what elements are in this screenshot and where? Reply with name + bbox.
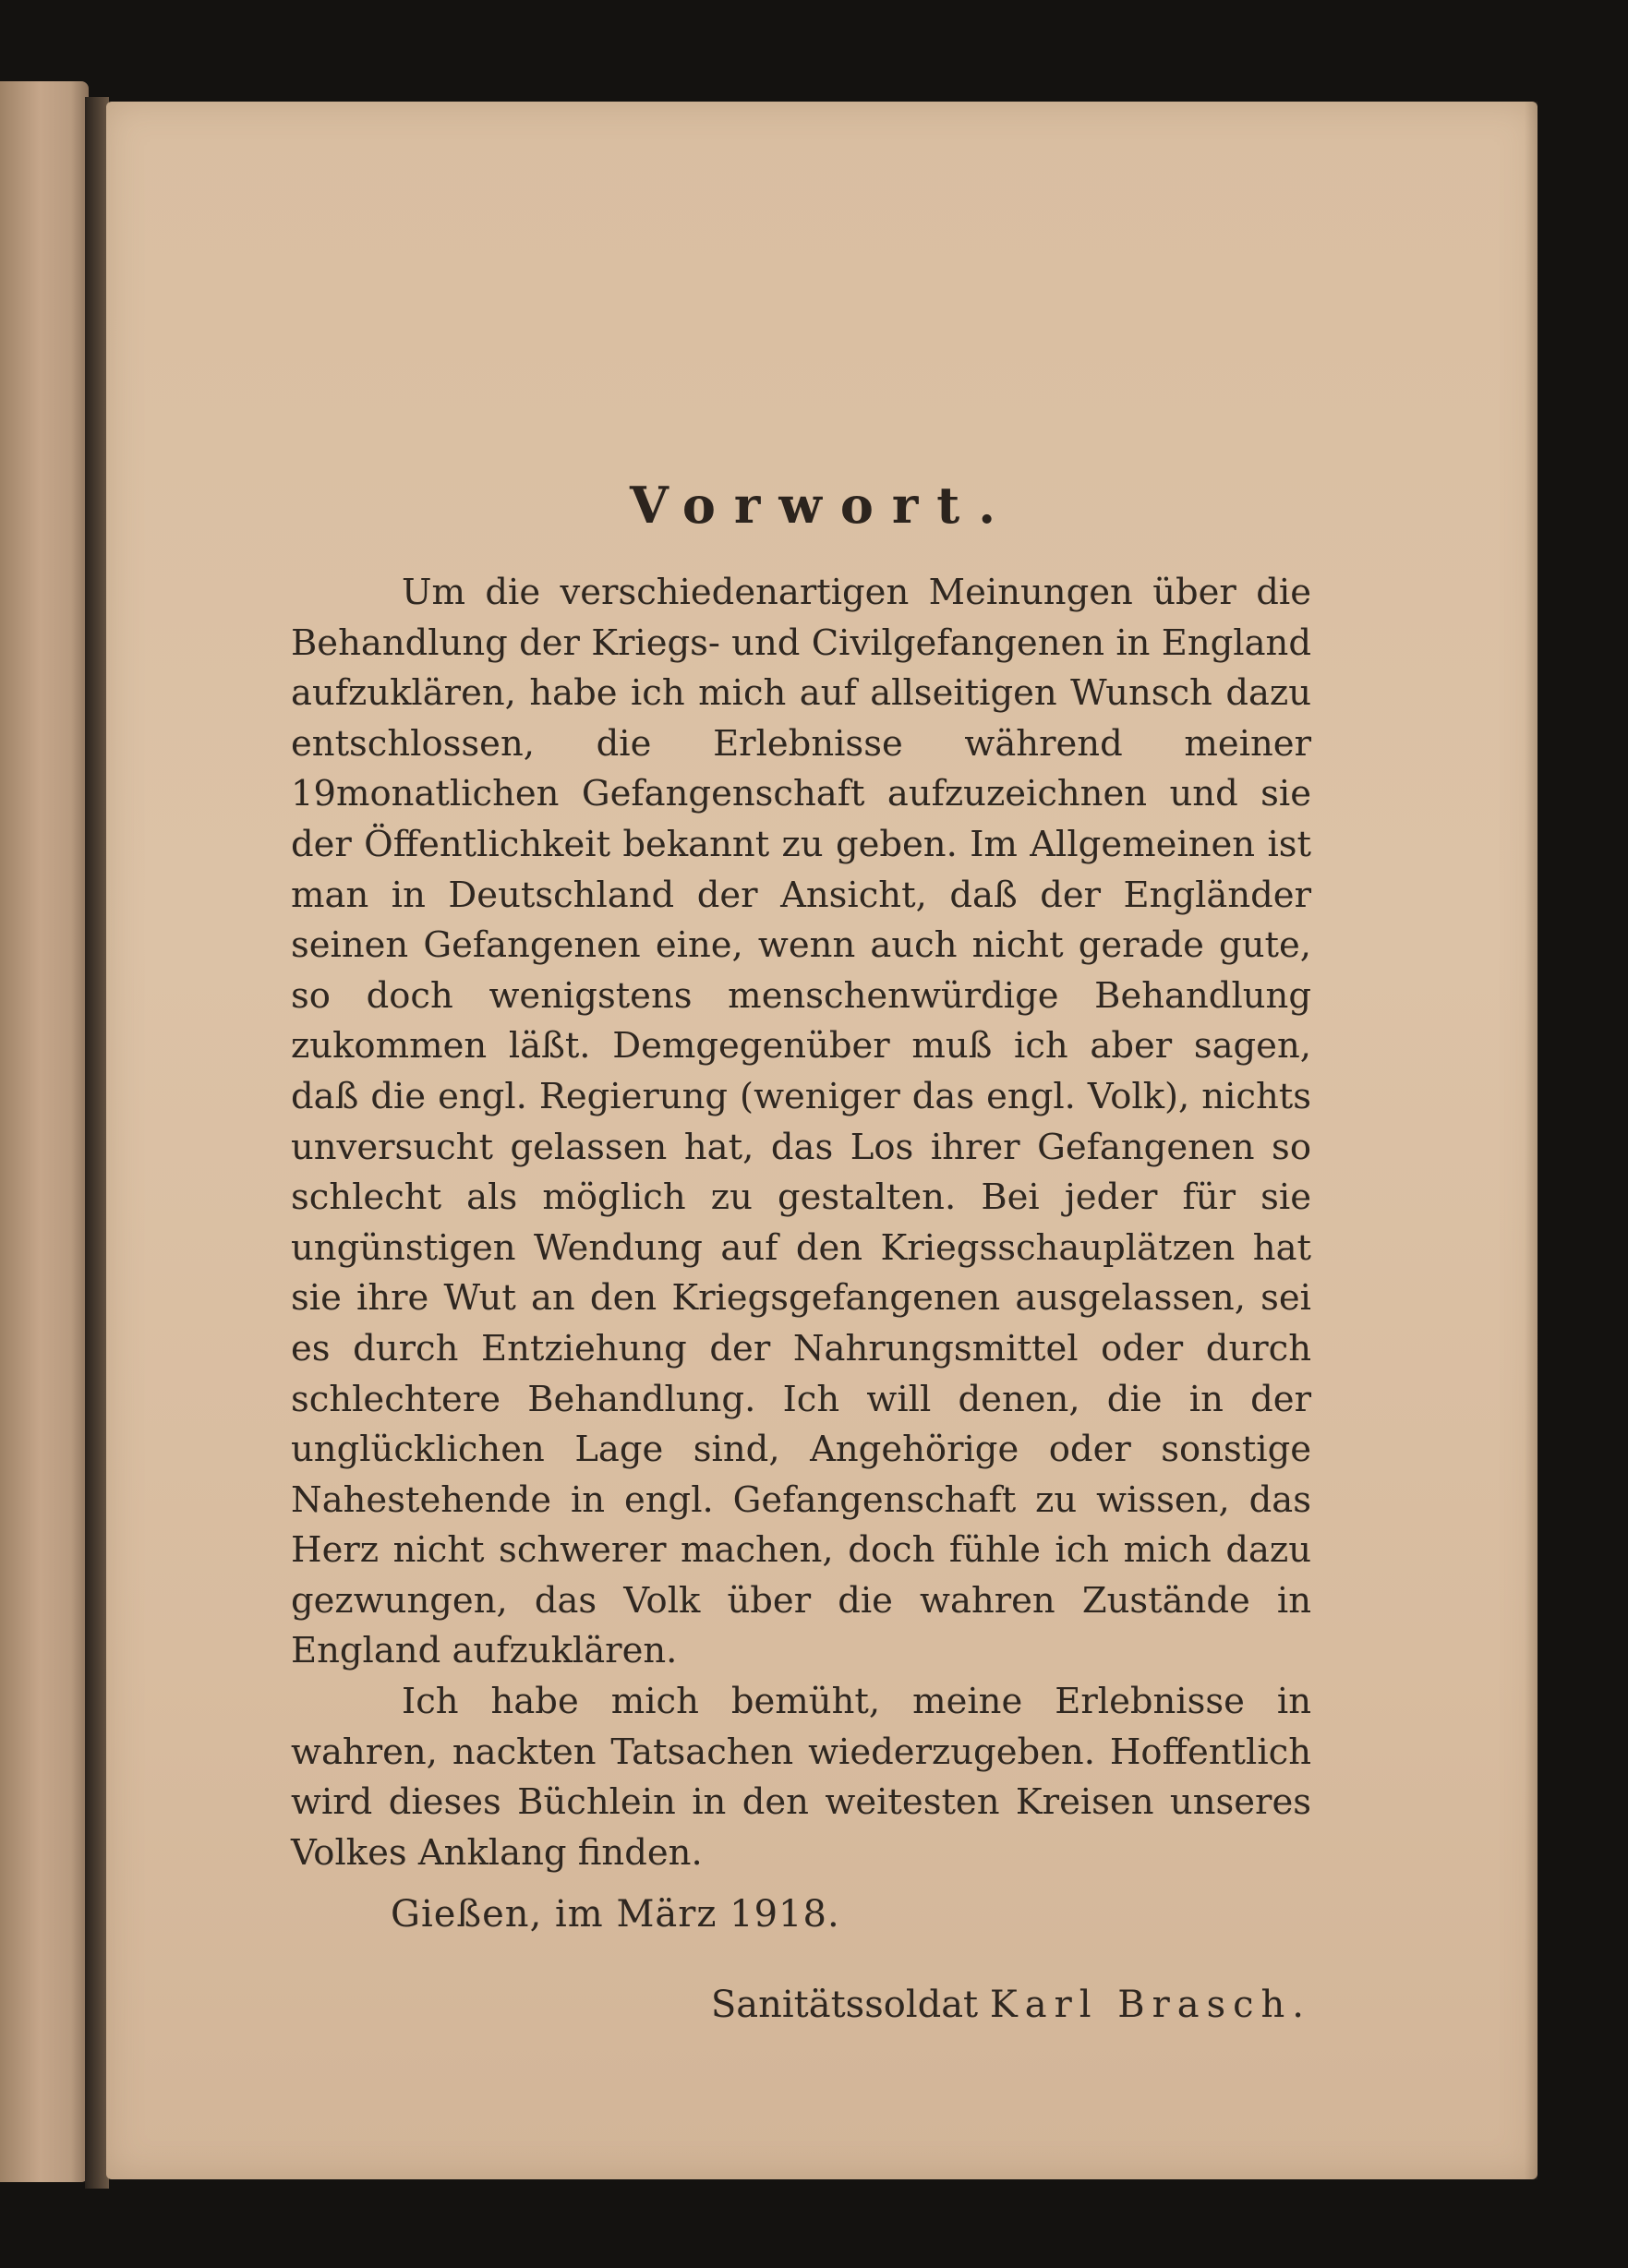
author-signature xyxy=(711,1984,1311,2026)
page-heading: Vorwort. xyxy=(629,476,1015,535)
author-rank: Sanitätssoldat xyxy=(710,1984,979,2026)
foreword-paragraph-2: Ich habe mich bemüht, meine Erlebnisse in wahren, nackten Tatsachen wiederzugeben. Hoffentlich wird dieses Büchlein in den weitesten Kreisen unseres Volkes Anklang finden. xyxy=(291,1681,1311,1874)
place-and-date: Gießen, im März 1918. xyxy=(391,1893,840,1936)
author-name: Karl Brasch. xyxy=(989,1984,1311,2026)
page-edge-shading xyxy=(1525,102,1538,2179)
facing-page-edge xyxy=(0,81,89,2182)
foreword-body xyxy=(291,568,1311,1878)
book-page xyxy=(106,102,1538,2179)
foreword-paragraph-1: Um die verschiedenartigen Meinungen über die Behandlung der Kriegs- und Civilgefangenen in England aufzuklären, habe ich mich auf allseitigen Wunsch dazu entschlossen, die Erlebnisse während meiner 19monatlichen Gefangenschaft aufzuzeichnen und sie der Öffentlichkeit bekannt zu geben. Im Allgemeinen ist man in Deutschland der Ansicht, daß der Engländer seinen Gefangenen eine, wenn auch nicht gerade gute, so doch wenigstens menschenwürdige Behandlung zukommen läßt. Demgegenüber muß ich aber sagen, daß die engl. Regierung (weniger das engl. Volk), nichts unversucht gelassen hat, das Los ihrer Gefangenen so schlecht als möglich zu gestalten. Bei jeder für sie ungünstigen Wendung auf den Kriegsschauplätzen hat sie ihre Wut an den Kriegsgefangenen ausgelassen, sei es durch Entziehung der Nahrungsmittel oder durch schlechtere Behandlung. Ich will denen, die in der unglücklichen Lage sind, Angehörige oder sonstige Nahestehende in engl. Gefangenschaft zu wissen, das Herz nicht schwerer machen, doch fühle ich mich dazu gezwungen, das Volk über die wahren Zustände in England aufzuklären. xyxy=(291,572,1311,1672)
